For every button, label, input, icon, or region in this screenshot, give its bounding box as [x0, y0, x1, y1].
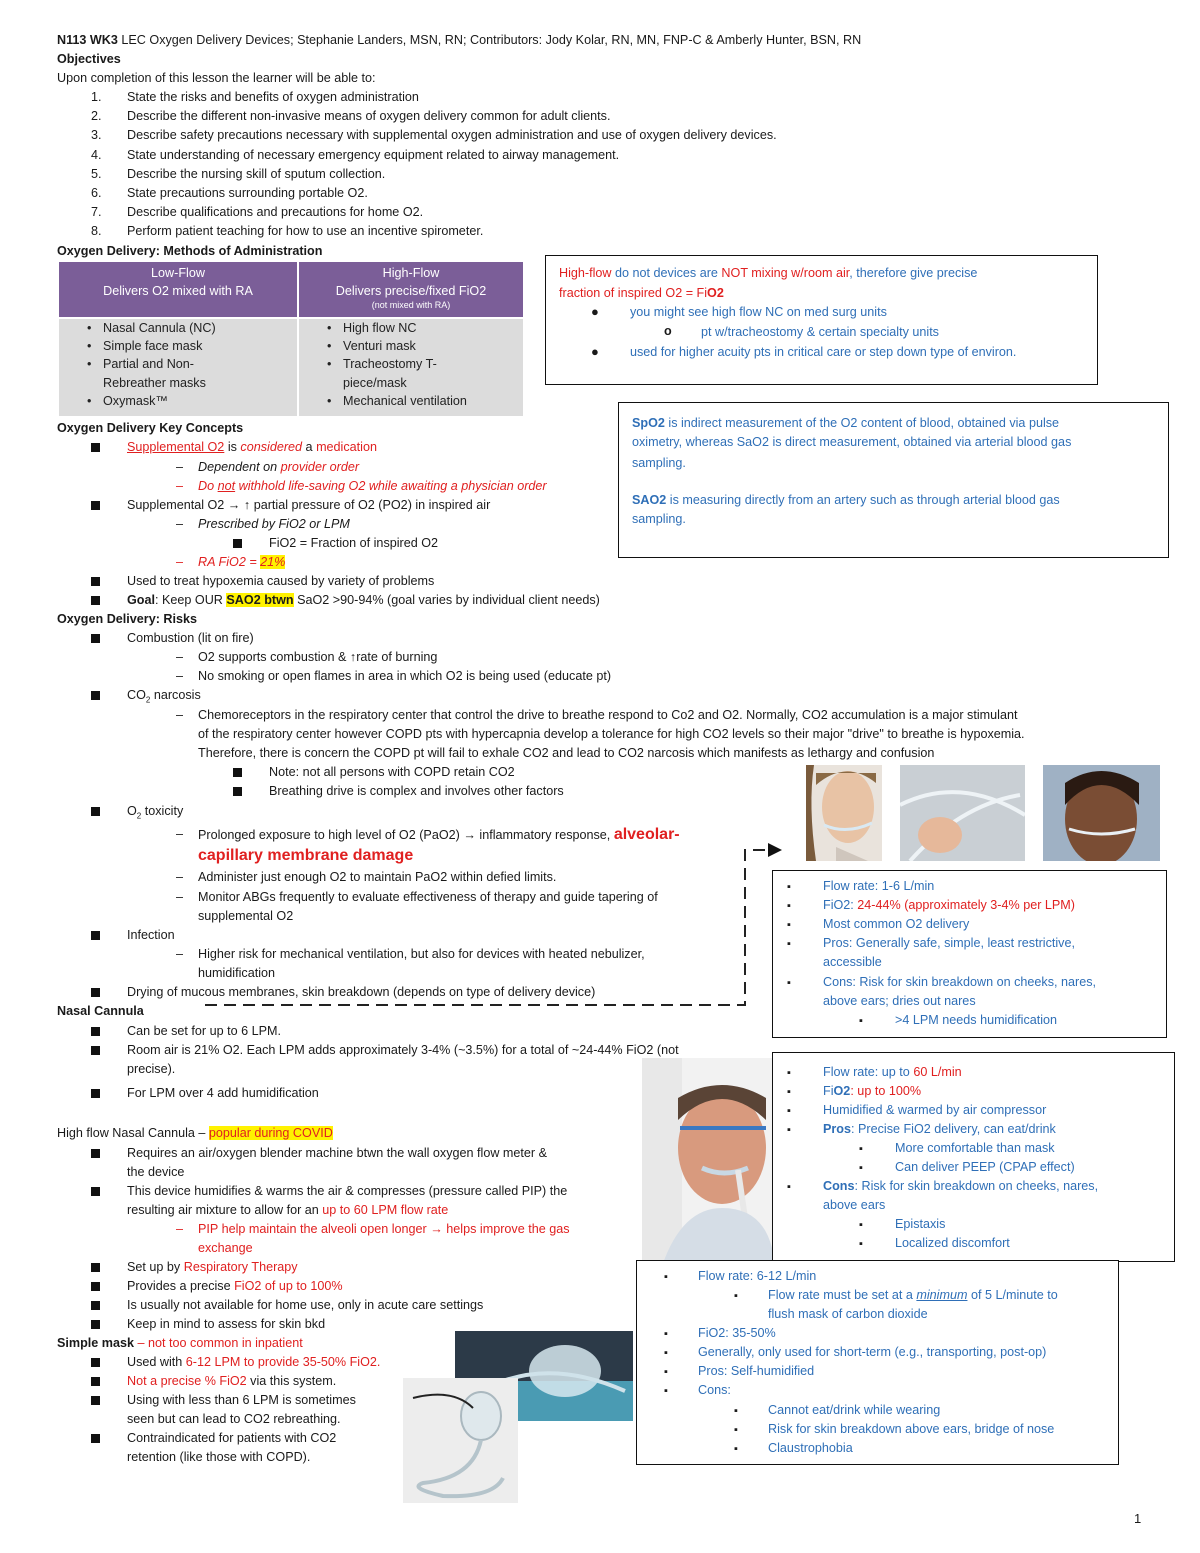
objective-number: 2.	[91, 109, 102, 124]
high-flow-header: High-Flow Delivers precise/fixed FiO2 (not mixed with RA)	[335, 266, 487, 310]
objective-number: 8.	[91, 224, 102, 239]
high-flow-list: • High flow NC • Venturi mask • Tracheostomy T- piece/mask • Mechanical ventilation	[327, 321, 467, 408]
nasal-cannula-info-box: ▪ Flow rate: 1-6 L/min ▪ FiO2: 24-44% (approximately 3-4% per LPM) ▪ Most common O2 delivery ▪ Pros: Generally safe, simple, least restrictive, accessible ▪ Cons: Risk for skin breakdown on cheeks, nares, above ears; dries out nares ▪ >4 LPM needs humidification	[772, 870, 1167, 1038]
objective-item: Describe qualifications and precautions for home O2.	[127, 205, 424, 220]
objective-item: State precautions surrounding portable O2.	[127, 186, 368, 200]
objective-item: Describe the different non-invasive means of oxygen delivery common for adult clients.	[127, 109, 611, 124]
simple-mask-info-box: ▪ Flow rate: 6-12 L/min ▪ Flow rate must be set at a minimum of 5 L/minute to flush mask of carbon dioxide ▪ FiO2: 35-50% ▪ Generally, only used for short-term (e.g., transporting, post-op) ▪ Pros: Self-humidified ▪ Cons: ▪ Cannot eat/drink while wearing ▪ Risk for skin breakdown above ears, bridge of nose ▪ Claustrophobia	[636, 1260, 1119, 1465]
objective-number: 7.	[91, 205, 102, 220]
hfnc-info-box: ▪ Flow rate: up to 60 L/min ▪ FiO2: up to 100% ▪ Humidified & warmed by air compressor ▪ Pros: Precise FiO2 delivery, can eat/drink ▪ More comfortable than mask ▪ Can deliver PEEP (CPAP effect) ▪ Cons: Risk for skin breakdown on cheeks, nares, above ears ▪ Epistaxis ▪ Localized discomfort	[772, 1052, 1175, 1262]
bullet-square	[91, 443, 100, 452]
simple-mask-heading: Simple mask – not too common in inpatient	[57, 1336, 303, 1350]
objective-item: State understanding of necessary emergency equipment related to airway management.	[127, 147, 620, 162]
objective-number: 4.	[91, 147, 102, 162]
methods-heading: Oxygen Delivery: Methods of Administration	[57, 244, 323, 258]
objectives-heading: Objectives	[57, 52, 121, 66]
o2-methods-table	[59, 262, 523, 416]
hfnc-heading: High flow Nasal Cannula – popular during COVID	[57, 1126, 333, 1140]
nasal-cannula-photo-man	[1043, 765, 1160, 861]
nasal-cannula-tubing-photo	[900, 765, 1025, 861]
nasal-cannula-heading: Nasal Cannula	[57, 1004, 144, 1018]
hfnc-patient-photo	[642, 1058, 772, 1266]
page-number: 1	[1134, 1511, 1142, 1526]
objective-number: 3.	[91, 128, 102, 143]
page-title: N113 WK3 LEC Oxygen Delivery Devices; Stephanie Landers, MSN, RN; Contributors: Jody Kolar, RN, MN, FNP-C & Amberly Hunter, BSN, RN	[57, 33, 862, 47]
low-flow-header: Low-Flow Delivers O2 mixed with RA	[103, 266, 253, 298]
key-concepts-heading: Oxygen Delivery Key Concepts	[57, 421, 244, 435]
objectives-intro: Upon completion of this lesson the learner will be able to:	[57, 71, 376, 85]
nasal-cannula-photo-woman	[806, 765, 882, 861]
supplemental-o2-line: Supplemental O2 → ↑ partial pressure of O2 (PO2) in inspired air	[127, 498, 491, 512]
objective-number: 5.	[91, 166, 102, 181]
objective-item: State the risks and benefits of oxygen administration	[127, 90, 419, 104]
objective-item: Describe the nursing skill of sputum collection.	[127, 166, 386, 181]
objective-number: 6.	[91, 186, 102, 200]
bullet-square	[91, 501, 100, 510]
simple-mask-photo	[403, 1378, 518, 1503]
objective-item: Perform patient teaching for how to use an incentive spirometer.	[127, 224, 484, 239]
risks-heading: Oxygen Delivery: Risks	[57, 612, 198, 626]
objective-item: Describe safety precautions necessary with supplemental oxygen administration and use of oxygen delivery devices.	[127, 128, 777, 143]
spo2-sao2-box: SpO2 is indirect measurement of the O2 content of blood, obtained via pulse oximetry, whereas SaO2 is direct measurement, obtained via arterial blood gas sampling. SAO2 is measuring directly from an artery such as through arterial blood gas sampling.	[618, 402, 1169, 558]
objective-number: 1.	[91, 90, 102, 104]
low-flow-list: • Nasal Cannula (NC) • Simple face mask • Partial and Non- Rebreather masks • Oxymask™	[87, 321, 216, 408]
dashed-connector	[200, 840, 790, 1015]
high-flow-note-box: High-flow do not devices are NOT mixing w/room air, therefore give precise fraction of inspired O2 = FiO2 ● you might see high flow NC on med surg units o pt w/tracheostomy & certain specialty units ● used for higher acuity pts in critical care or step down type of environ.	[545, 255, 1098, 385]
